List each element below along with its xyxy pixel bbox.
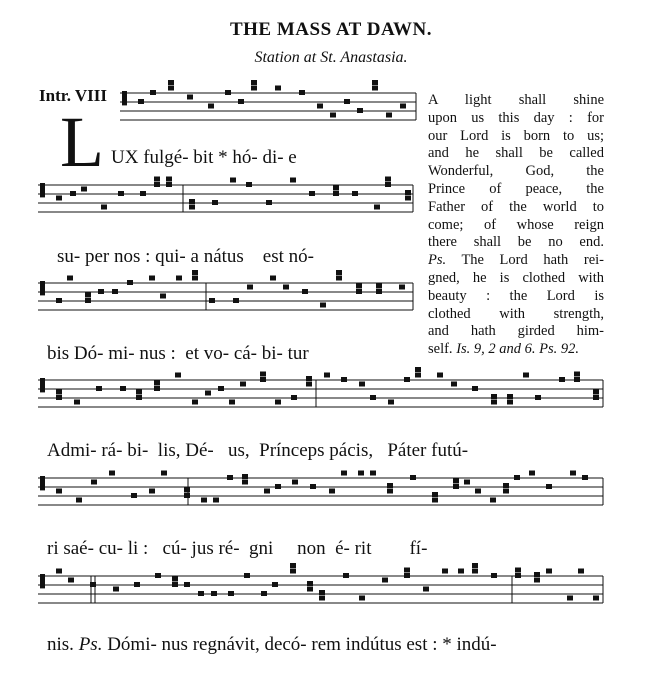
neume <box>184 488 190 493</box>
neume <box>472 563 478 568</box>
neume <box>198 591 204 596</box>
neume <box>56 390 62 395</box>
neume <box>70 191 76 196</box>
neume <box>515 568 521 573</box>
neume <box>261 591 267 596</box>
neume <box>166 177 172 182</box>
neume <box>307 587 313 592</box>
neume <box>344 99 350 104</box>
translation-line: upon us this day : for <box>428 109 604 126</box>
neume <box>229 400 235 405</box>
neume <box>376 289 382 294</box>
translation-last-line: self. Is. 9, 2 and 6. Ps. 92. <box>428 341 580 358</box>
translation-block <box>428 92 604 359</box>
neume <box>432 492 438 497</box>
neume <box>336 270 342 275</box>
neume <box>515 573 521 578</box>
initial-letter: L <box>60 102 104 182</box>
neume <box>134 582 140 587</box>
neume <box>189 199 195 204</box>
translation-line: Wonderful, God, the <box>428 163 604 180</box>
neume <box>593 596 599 601</box>
neume <box>491 400 497 405</box>
lyric-line-4: Admi- rá- bi- lis, Dé- us, Prínceps pácis, Páter futú- <box>47 440 469 461</box>
neume <box>357 108 363 113</box>
neume <box>559 377 565 382</box>
neume <box>275 400 281 405</box>
neume <box>56 489 62 494</box>
neume <box>283 285 289 290</box>
translation-line: and he shall be called <box>428 145 604 162</box>
neume <box>343 573 349 578</box>
neume <box>184 582 190 587</box>
neume <box>56 298 62 303</box>
neume <box>442 569 448 574</box>
neume <box>290 563 296 568</box>
translation-line: there shall be no end. <box>428 234 604 251</box>
neume <box>399 285 405 290</box>
neume <box>90 582 96 587</box>
clef-mark <box>40 378 45 392</box>
neume <box>68 578 74 583</box>
neume <box>208 104 214 109</box>
neume <box>242 474 248 479</box>
neume <box>154 381 160 386</box>
neume <box>356 289 362 294</box>
neume <box>356 284 362 289</box>
neume <box>432 498 438 503</box>
neume <box>523 373 529 378</box>
neume <box>251 86 257 91</box>
neume <box>385 177 391 182</box>
neume <box>290 178 296 183</box>
translation-line: and hath girded him- <box>428 323 604 340</box>
neume <box>333 186 339 191</box>
neume <box>534 578 540 583</box>
neume <box>437 373 443 378</box>
neume <box>101 205 107 210</box>
neume <box>374 205 380 210</box>
neume <box>233 298 239 303</box>
neume <box>451 382 457 387</box>
neume <box>307 581 313 586</box>
neume <box>98 289 104 294</box>
neume <box>370 395 376 400</box>
translation-ps-line: Ps. The Lord hath rei- <box>428 252 604 269</box>
neume <box>320 303 326 308</box>
neume <box>324 373 330 378</box>
neume <box>109 471 115 476</box>
lyric-line-5: ri saé- cu- li : cú- jus ré- gni non é- rit fí- <box>47 538 428 559</box>
neume <box>244 573 250 578</box>
neume <box>405 196 411 201</box>
neume <box>160 294 166 299</box>
lyric-line-3: bis Dó- mi- nus : et vo- cá- bi- tur <box>47 343 309 364</box>
neume <box>260 372 266 377</box>
neume <box>85 293 91 298</box>
neume <box>161 471 167 476</box>
neume <box>251 80 257 85</box>
neume <box>131 493 137 498</box>
neume <box>372 80 378 85</box>
neume <box>472 569 478 574</box>
neume <box>546 484 552 489</box>
neume <box>76 498 82 503</box>
neume <box>317 104 323 109</box>
clef-mark <box>40 183 45 197</box>
neume <box>275 484 281 489</box>
neume <box>172 577 178 582</box>
neume <box>415 373 421 378</box>
neume <box>341 471 347 476</box>
neume <box>582 475 588 480</box>
neume <box>359 596 365 601</box>
neume <box>136 395 142 400</box>
neume <box>292 480 298 485</box>
neume <box>67 276 73 281</box>
neume <box>514 475 520 480</box>
neume <box>404 377 410 382</box>
neume <box>290 569 296 574</box>
neume <box>154 177 160 182</box>
neume <box>240 382 246 387</box>
lyric-line-6 <box>47 634 497 656</box>
neume <box>154 386 160 391</box>
staff-1 <box>120 80 416 120</box>
lyric-line-2: su- per nos : qui- a nátus est nó- <box>57 246 314 267</box>
lyric-psalm: Dómi- nus regnávit, decó- rem indútus est : * indú- <box>107 634 497 655</box>
neume <box>96 386 102 391</box>
neume <box>341 377 347 382</box>
neume <box>238 99 244 104</box>
translation-line: A light shall shine <box>428 92 604 108</box>
neume <box>529 471 535 476</box>
neume <box>260 377 266 382</box>
neume <box>149 489 155 494</box>
neume <box>211 591 217 596</box>
neume <box>270 276 276 281</box>
neume <box>154 182 160 187</box>
mode-label: Intr. VIII <box>39 86 108 105</box>
neume <box>309 191 315 196</box>
neume <box>405 190 411 195</box>
neume <box>490 498 496 503</box>
neume <box>333 191 339 196</box>
neume <box>112 289 118 294</box>
neume <box>192 270 198 275</box>
neume <box>205 391 211 396</box>
neume <box>387 483 393 488</box>
clef-mark <box>40 476 45 490</box>
neume <box>423 587 429 592</box>
clef-mark <box>40 281 45 295</box>
neume <box>376 284 382 289</box>
neume <box>388 400 394 405</box>
neume <box>578 569 584 574</box>
neume <box>227 475 233 480</box>
neume <box>228 591 234 596</box>
neume <box>118 191 124 196</box>
neume <box>593 395 599 400</box>
neume <box>230 178 236 183</box>
neume <box>329 489 335 494</box>
neume <box>570 471 576 476</box>
neume <box>336 276 342 281</box>
neume <box>299 90 305 95</box>
neume <box>534 572 540 577</box>
neume <box>127 280 133 285</box>
neume <box>275 86 281 91</box>
neume <box>567 596 573 601</box>
neume <box>91 480 97 485</box>
neume <box>503 489 509 494</box>
neume <box>149 276 155 281</box>
neume <box>382 578 388 583</box>
neume <box>310 484 316 489</box>
neume <box>81 187 87 192</box>
neume <box>189 205 195 210</box>
neume <box>574 372 580 377</box>
neume <box>120 386 126 391</box>
neume <box>56 395 62 400</box>
staff-6 <box>38 563 603 603</box>
neume <box>192 400 198 405</box>
neume <box>330 113 336 118</box>
neume <box>201 498 207 503</box>
neume <box>503 483 509 488</box>
neume <box>593 390 599 395</box>
neume <box>507 394 513 399</box>
neume <box>56 196 62 201</box>
neume <box>85 298 91 303</box>
translation-line: come; of whose reign <box>428 216 604 233</box>
neume <box>491 394 497 399</box>
neume <box>212 200 218 205</box>
neume <box>140 191 146 196</box>
neume <box>166 182 172 187</box>
neume <box>172 582 178 587</box>
neume <box>386 113 392 118</box>
page-title: THE MASS AT DAWN. <box>229 19 433 40</box>
neume <box>246 182 252 187</box>
clef-mark <box>122 91 127 105</box>
neume <box>56 569 62 574</box>
neume <box>113 587 119 592</box>
lyric-line-1: UX fulgé- bit * hó- di- e <box>111 147 297 168</box>
translation-line: beauty : the Lord is <box>428 287 604 304</box>
neume <box>187 95 193 100</box>
neume <box>546 569 552 574</box>
neume <box>272 582 278 587</box>
neume <box>472 386 478 391</box>
neume <box>404 568 410 573</box>
neume <box>387 489 393 494</box>
neume <box>415 367 421 372</box>
neume <box>192 276 198 281</box>
neume <box>264 489 270 494</box>
neume <box>266 200 272 205</box>
neume <box>155 573 161 578</box>
neume <box>358 471 364 476</box>
neume <box>168 86 174 91</box>
translation-line: our Lord is born to us; <box>428 127 604 144</box>
neume <box>464 480 470 485</box>
translation-line: gned, he is clothed with <box>428 269 604 286</box>
neume <box>319 590 325 595</box>
staff-5 <box>38 471 603 506</box>
page-subtitle: Station at St. Anastasia. <box>254 49 408 66</box>
neume <box>306 382 312 387</box>
neume <box>404 573 410 578</box>
neume <box>574 377 580 382</box>
neume <box>453 484 459 489</box>
neume <box>306 376 312 381</box>
neume <box>385 182 391 187</box>
neume <box>372 86 378 91</box>
neume <box>352 191 358 196</box>
neume <box>175 373 181 378</box>
neume <box>247 285 253 290</box>
neume <box>370 471 376 476</box>
psalm-label: Ps. <box>78 634 103 655</box>
neume <box>150 90 156 95</box>
neume <box>138 99 144 104</box>
neume <box>453 479 459 484</box>
translation-line: Father of the world to <box>428 198 604 215</box>
lyric-nis: nis. <box>47 634 74 655</box>
neume <box>136 390 142 395</box>
neume <box>535 395 541 400</box>
neume <box>458 569 464 574</box>
neume <box>400 104 406 109</box>
clef-mark <box>40 574 45 588</box>
staff-2 <box>38 177 413 213</box>
neume <box>218 386 224 391</box>
neume <box>225 90 231 95</box>
neume <box>410 475 416 480</box>
neume <box>491 573 497 578</box>
staff-4 <box>38 367 603 407</box>
neume <box>359 382 365 387</box>
neume <box>209 298 215 303</box>
neume <box>291 395 297 400</box>
neume <box>319 596 325 601</box>
translation-line: clothed with strength, <box>428 305 604 322</box>
neume <box>74 400 80 405</box>
neume <box>242 480 248 485</box>
neume <box>184 493 190 498</box>
neume <box>302 289 308 294</box>
staff-3 <box>38 270 413 310</box>
neume <box>213 498 219 503</box>
neume <box>168 80 174 85</box>
translation-line: Prince of peace, the <box>428 180 604 197</box>
neume <box>507 400 513 405</box>
translation-ps-label: Ps. <box>428 252 447 269</box>
neume <box>176 276 182 281</box>
neume <box>475 489 481 494</box>
citation: Is. 9, 2 and 6. Ps. 92. <box>456 341 580 358</box>
